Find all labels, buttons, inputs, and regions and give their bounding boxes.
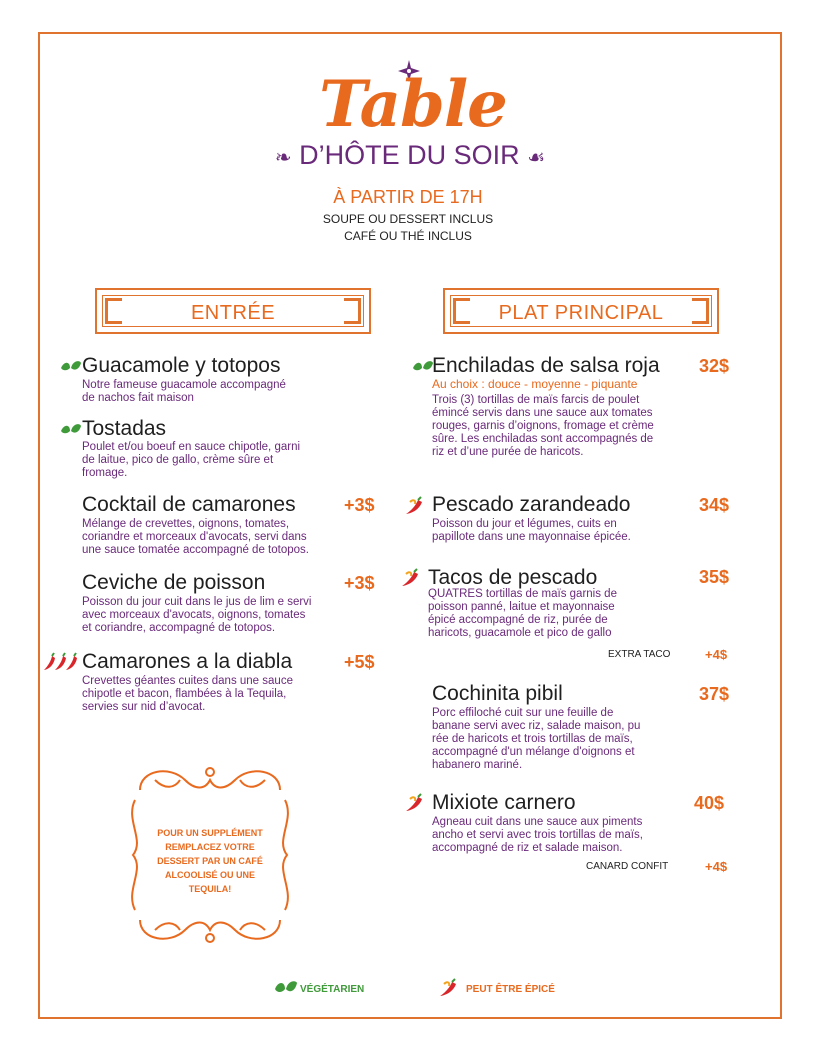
right-flourish-icon: ☙ [527,147,546,169]
item-name-tacos-pescado: Tacos de pescado [428,566,598,589]
item-name-enchiladas: Enchiladas de salsa roja [432,354,660,377]
item-desc-tostadas: Poulet et/ou boeuf en sauce chipotle, garni de laitue, pico de gallo, crème sûre et fromage. [82,441,301,479]
extra-price-canard: +4$ [705,859,728,874]
item-name-cocktail: Cocktail de camarones [82,493,296,516]
item-price-cochinita: 37$ [699,684,730,704]
includes-line-1: SOUPE OU DESSERT INCLUS [322,212,494,226]
item-desc-cochinita: Porc effiloché cuit sur une feuille de banane servi avec riz, salade maison, pu rée de haricots et trois tortillas de maïs, accompagné d'un mélange d'oignons et habanero mariné. [432,707,641,771]
item-desc-tacos-pescado: QUATRES tortillas de maïs garnis de poisson panné, laitue et mayonnaise épicé accompagné de riz, purée de haricots, guacamole et pico de gallo [428,588,617,639]
item-name-guacamole: Guacamole y totopos [82,354,281,377]
item-desc-pescado-zarandeado: Poisson du jour et légumes, cuits en papillote dans une mayonnaise épicée. [432,518,631,543]
logo-title: Table [319,67,507,142]
item-price-pescado-zarandeado: 34$ [699,495,730,515]
item-desc-guacamole: Notre fameuse guacamole accompagné de nachos fait maison [82,379,286,404]
leaf-icon [60,423,82,439]
item-desc-mixiote: Agneau cuit dans une sauce aux piments ancho et servi avec trois tortillas de maïs, accompagné de riz et salade maison. [432,816,643,854]
extra-label-canard: CANARD CONFIT [586,861,669,872]
left-flourish-icon: ❧ [274,147,292,169]
extra-price-taco: +4$ [705,647,728,662]
section-label-plat: PLAT PRINCIPAL [498,302,664,324]
includes-line-2: CAFÉ OU THÉ INCLUS [344,229,472,243]
chili-pepper-icon [404,496,428,516]
section-heading-entree [95,288,371,334]
item-desc-ceviche: Poisson du jour cuit dans le jus de lim e servi avec morceaux d'avocats, oignons, tomates et coriandre, accompagné de totopos. [82,596,312,634]
section-heading-plat [443,288,719,334]
leaf-icon [60,360,82,376]
item-price-ceviche: +3$ [344,573,375,593]
item-desc-camarones: Crevettes géantes cuites dans une sauce chipotle et bacon, flambées à la Tequila, servies sur nid d’avocat. [82,675,293,713]
logo-subtitle [250,140,570,171]
chili-pepper-icon [404,793,428,813]
item-price-camarones: +5$ [344,652,375,672]
legend-spicy: PEUT ÊTRE ÉPICÉ [466,984,555,995]
item-name-pescado-zarandeado: Pescado zarandeado [432,493,631,516]
section-label-entree: ENTRÉE [190,302,276,324]
item-name-tostadas: Tostadas [82,417,167,440]
extra-label-taco: EXTRA TACO [608,649,671,660]
service-time: À PARTIR DE 17H [333,187,483,207]
item-name-cochinita: Cochinita pibil [432,682,563,705]
item-price-mixiote: 40$ [694,793,725,813]
item-price-tacos-pescado: 35$ [699,567,730,587]
item-price-cocktail: +3$ [344,495,375,515]
leaf-icon [274,980,298,998]
item-desc-cocktail: Mélange de crevettes, oignons, tomates, coriandre et morceaux d'avocats, servi dans une sauce tomatée accompagné de totopos. [82,518,309,556]
item-price-enchiladas: 32$ [699,356,730,376]
item-name-ceviche: Ceviche de poisson [82,571,266,594]
item-choice-enchiladas: Au choix : douce - moyenne - piquante [432,377,638,391]
chili-pepper-icon [438,978,462,998]
chili-pepper-icon [400,568,424,588]
leaf-icon [412,360,434,376]
promo-text: POUR UN SUPPLÉMENT REMPLACEZ VOTRE DESSERT PAR UN CAFÉ ALCOOLISÉ OU UNE TEQUILA! [157,828,263,894]
item-name-camarones: Camarones a la diabla [82,650,293,673]
item-name-mixiote: Mixiote carnero [432,791,576,814]
legend-vegetarian: VÉGÉTARIEN [300,984,365,995]
item-desc-enchiladas: Trois (3) tortillas de maïs farcis de poulet émincé servis dans une sauce aux tomates rouges, garnis d’oignons, fromage et crème sûre. Les enchiladas sont accompagnés de riz et d’une purée de haricots. [432,394,654,458]
logo-subtitle-text: D’HÔTE DU SOIR [299,140,520,170]
chili-peppers-icon [42,652,78,672]
